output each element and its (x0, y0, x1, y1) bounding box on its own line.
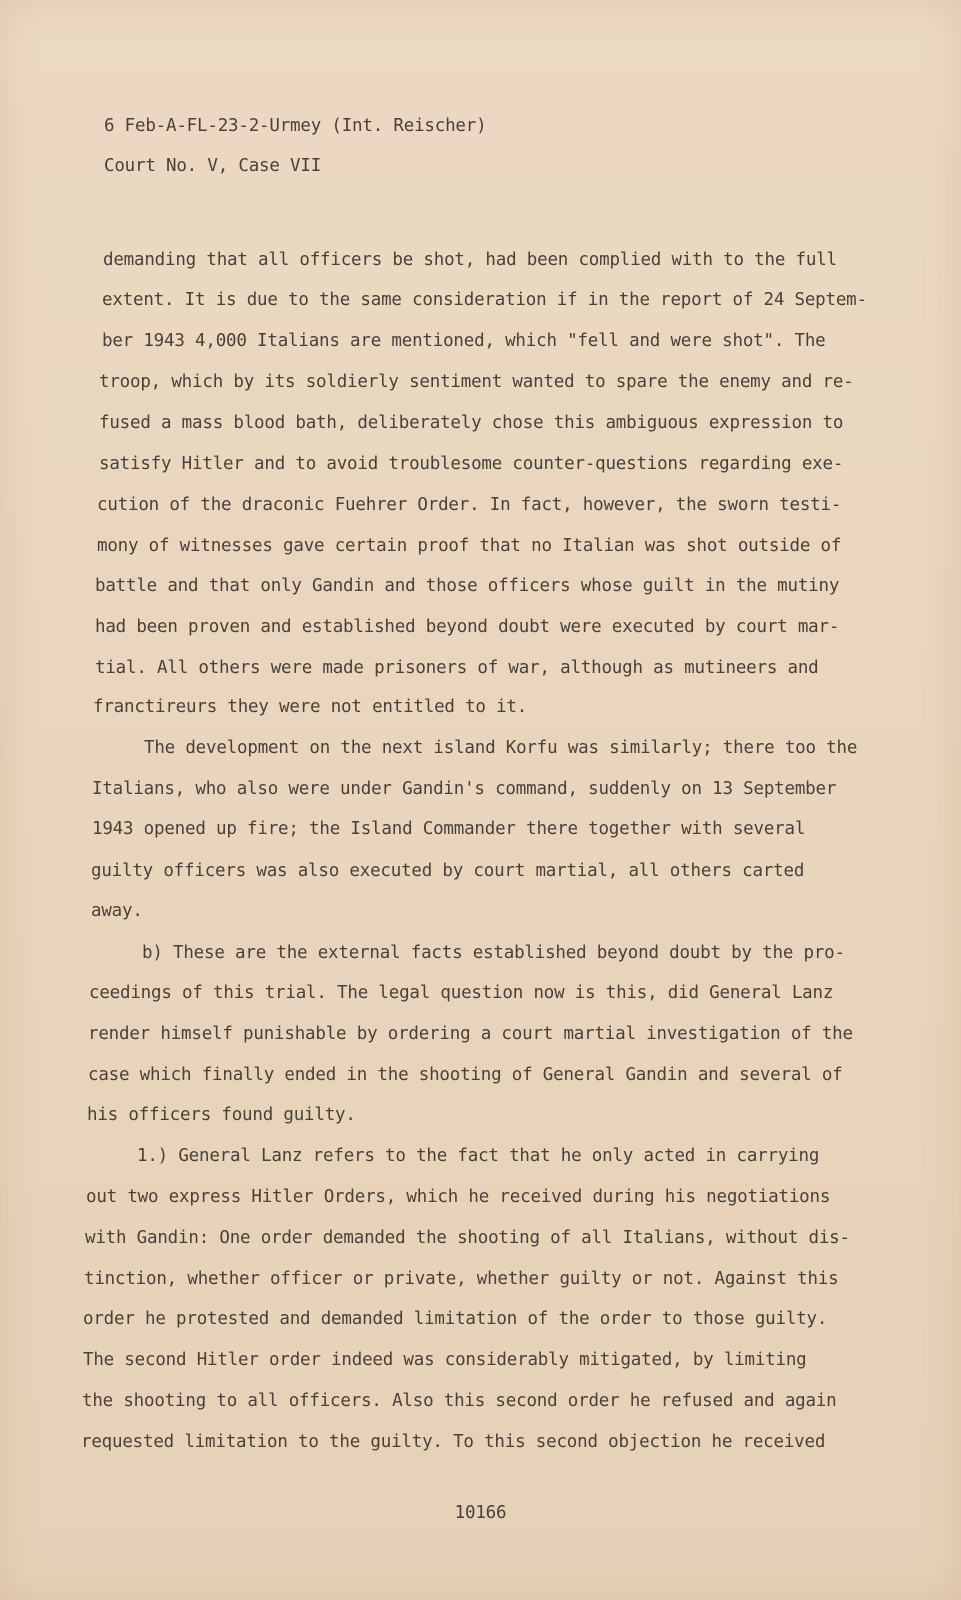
text-line: tial. All others were made prisoners of war, although as mutineers and (95, 658, 819, 678)
text-line: away. (91, 901, 143, 921)
text-line: satisfy Hitler and to avoid troublesome counter-questions regarding exe- (99, 454, 844, 474)
text-line: tinction, whether officer or private, whether guilty or not. Against this (84, 1269, 839, 1289)
text-line: ceedings of this trial. The legal question now is this, did General Lanz (89, 983, 834, 1003)
text-line: franctireurs they were not entitled to it. (93, 697, 528, 717)
text-line: b) These are the external facts established beyond doubt by the pro- (142, 943, 845, 963)
text-line: his officers found guilty. (87, 1105, 356, 1125)
text-line: mony of witnesses gave certain proof that no Italian was shot outside of (97, 536, 842, 556)
page-number: 10166 (454, 1503, 507, 1523)
text-line: the shooting to all officers. Also this second order he refused and again (82, 1391, 837, 1411)
text-line: battle and that only Gandin and those officers whose guilt in the mutiny (95, 576, 840, 596)
document-header (104, 106, 486, 186)
text-line: requested limitation to the guilty. To this second objection he received (81, 1432, 826, 1452)
text-line: with Gandin: One order demanded the shooting of all Italians, without dis- (85, 1228, 850, 1248)
text-line: fused a mass blood bath, deliberately chose this ambiguous expression to (99, 413, 844, 433)
text-line: The second Hitler order indeed was considerably mitigated, by limiting (83, 1350, 807, 1370)
court-case-line: Court No. V, Case VII (104, 156, 322, 176)
text-line: troop, which by its soldierly sentiment wanted to spare the enemy and re- (99, 372, 854, 392)
text-line: extent. It is due to the same consideration if in the report of 24 Septem- (102, 290, 867, 310)
text-line: 1943 opened up fire; the Island Commander there together with several (92, 819, 806, 839)
text-line: render himself punishable by ordering a court martial investigation of the (88, 1024, 853, 1044)
text-line: had been proven and established beyond doubt were executed by court mar- (95, 617, 840, 637)
document-reference: 6 Feb-A-FL-23-2-Urmey (Int. Reischer) (104, 116, 487, 136)
text-line: cution of the draconic Fuehrer Order. In fact, however, the sworn testi- (97, 495, 842, 515)
text-line: order he protested and demanded limitation of the order to those guilty. (83, 1309, 828, 1329)
text-line: guilty officers was also executed by court martial, all others carted (91, 861, 805, 881)
text-line: demanding that all officers be shot, had been complied with to the full (103, 250, 837, 270)
text-line: case which finally ended in the shooting of General Gandin and several of (88, 1065, 843, 1085)
text-line: The development on the next island Korfu was similarly; there too the (144, 738, 858, 758)
text-line: out two express Hitler Orders, which he received during his negotiations (86, 1187, 831, 1207)
text-line: 1.) General Lanz refers to the fact that he only acted in carrying (137, 1146, 820, 1166)
text-line: ber 1943 4,000 Italians are mentioned, which "fell and were shot". The (102, 331, 826, 351)
text-line: Italians, who also were under Gandin's command, suddenly on 13 September (92, 779, 837, 799)
